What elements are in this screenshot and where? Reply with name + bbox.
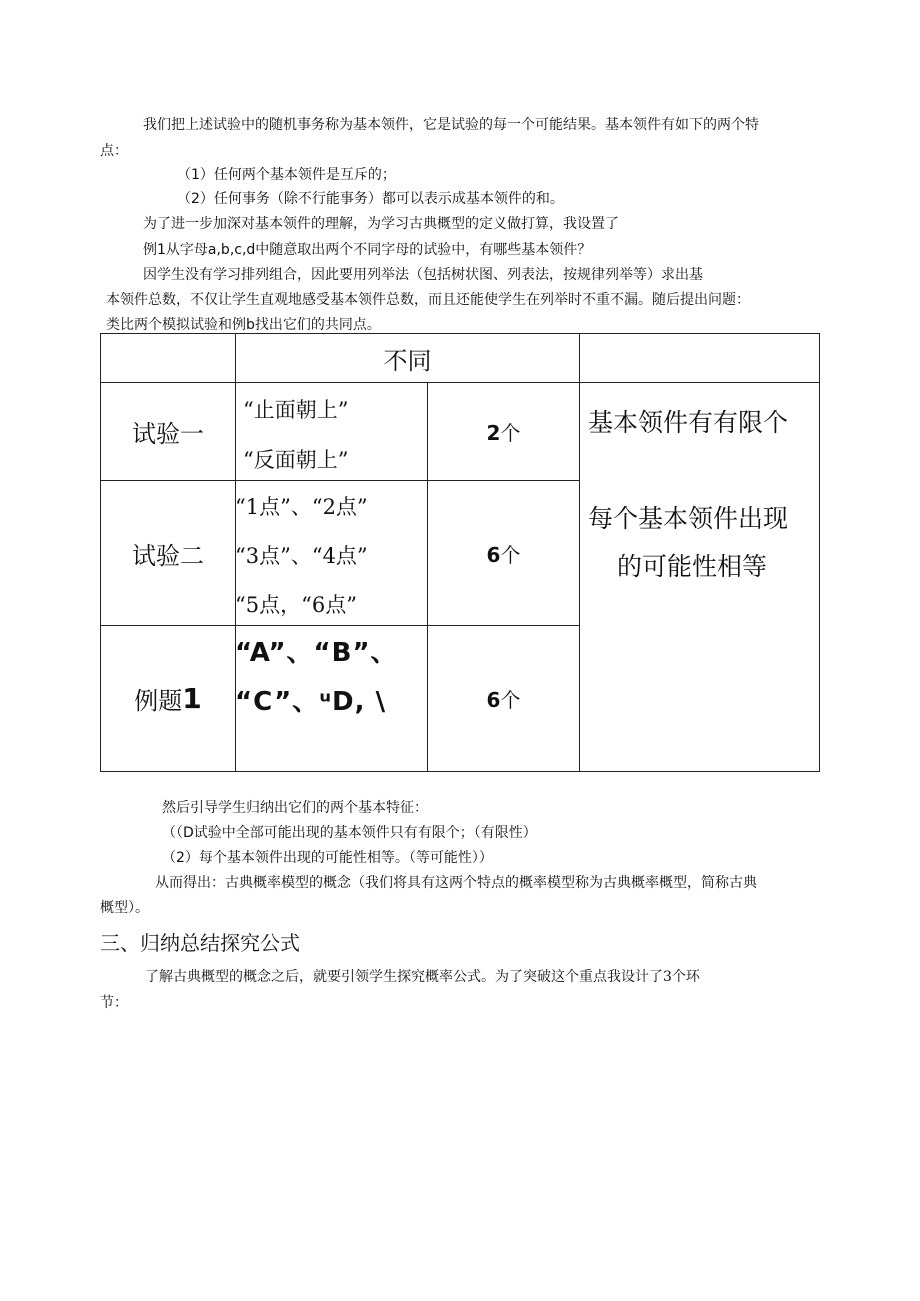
paragraph-line: 因学生没有学习排列组合，因此要用列举法（包括树状图、列表法，按规律列举等）求出基 [143,267,703,283]
outcome-text: “5点，“6点” [235,593,357,617]
outcome-text: “C”、ᵘD, \ [235,687,387,717]
common-feature-text: 每个基本领件出现 [588,504,789,533]
outcome-text: “止面朝上” [243,398,349,422]
example-question: 例1从字母a,b,c,d中随意取出两个不同字母的试验中，有哪些基本领件？ [143,242,592,258]
paragraph-line: 节： [100,995,128,1011]
list-item: （1）任何两个基本领件是互斥的； [177,167,396,183]
row-label: 试验二 [132,541,204,570]
paragraph-line: 点： [100,143,128,159]
outcome-text: “1点”、“2点” [235,495,368,519]
paragraph-line: （2）每个基本领件出现的可能性相等。（等可能性）） [162,850,493,866]
outcome-text: “3点”、“4点” [235,544,368,568]
common-feature-text: 的可能性相等 [617,552,768,581]
paragraph-line: （（D试验中全部可能出现的基本领件只有有限个；（有限性） [162,825,537,841]
common-feature-text: 基本领件有有限个 [588,408,789,437]
row-label: 试验一 [132,420,204,448]
paragraph-line: 从而得出：古典概率模型的概念（我们将具有这两个特点的概率模型称为古典概率概型，简称古典 [155,875,757,891]
row-label: 例题 1 [134,682,202,715]
outcome-count: 2个 [486,421,521,445]
paragraph-line: 了解古典概型的概念之后，就要引领学生探究概率公式。为了突破这个重点我设计了3个环 [145,969,700,985]
list-item: （2）任何事务（除不行能事务）都可以表示成基本领件的和。 [177,191,564,207]
paragraph-line: 然后引导学生归纳出它们的两个基本特征： [162,800,428,816]
paragraph-line: 我们把上述试验中的随机事务称为基本领件，它是试验的每一个可能结果。基本领件有如下的两个特 [143,117,759,133]
paragraph-line: 概型）。 [100,900,149,916]
comparison-table [100,333,820,772]
paragraph-line: 类比两个模拟试验和例b找出它们的共同点。 [106,317,381,333]
outcome-count: 6个 [486,688,521,712]
paragraph-line: 为了进一步加深对基本领件的理解，为学习古典概型的定义做打算，我设置了 [143,216,619,232]
table-header-diff: 不同 [383,346,432,375]
outcome-text: “反面朝上” [243,448,349,472]
outcome-count: 6个 [486,542,521,567]
section-heading: 三、归纳总结探究公式 [100,931,300,955]
paragraph-line: 本领件总数，不仅让学生直观地感受基本领件总数，而且还能使学生在列举时不重不漏。随后提出问题： [106,292,750,308]
outcome-text: “A”、“B”、 [235,638,398,668]
